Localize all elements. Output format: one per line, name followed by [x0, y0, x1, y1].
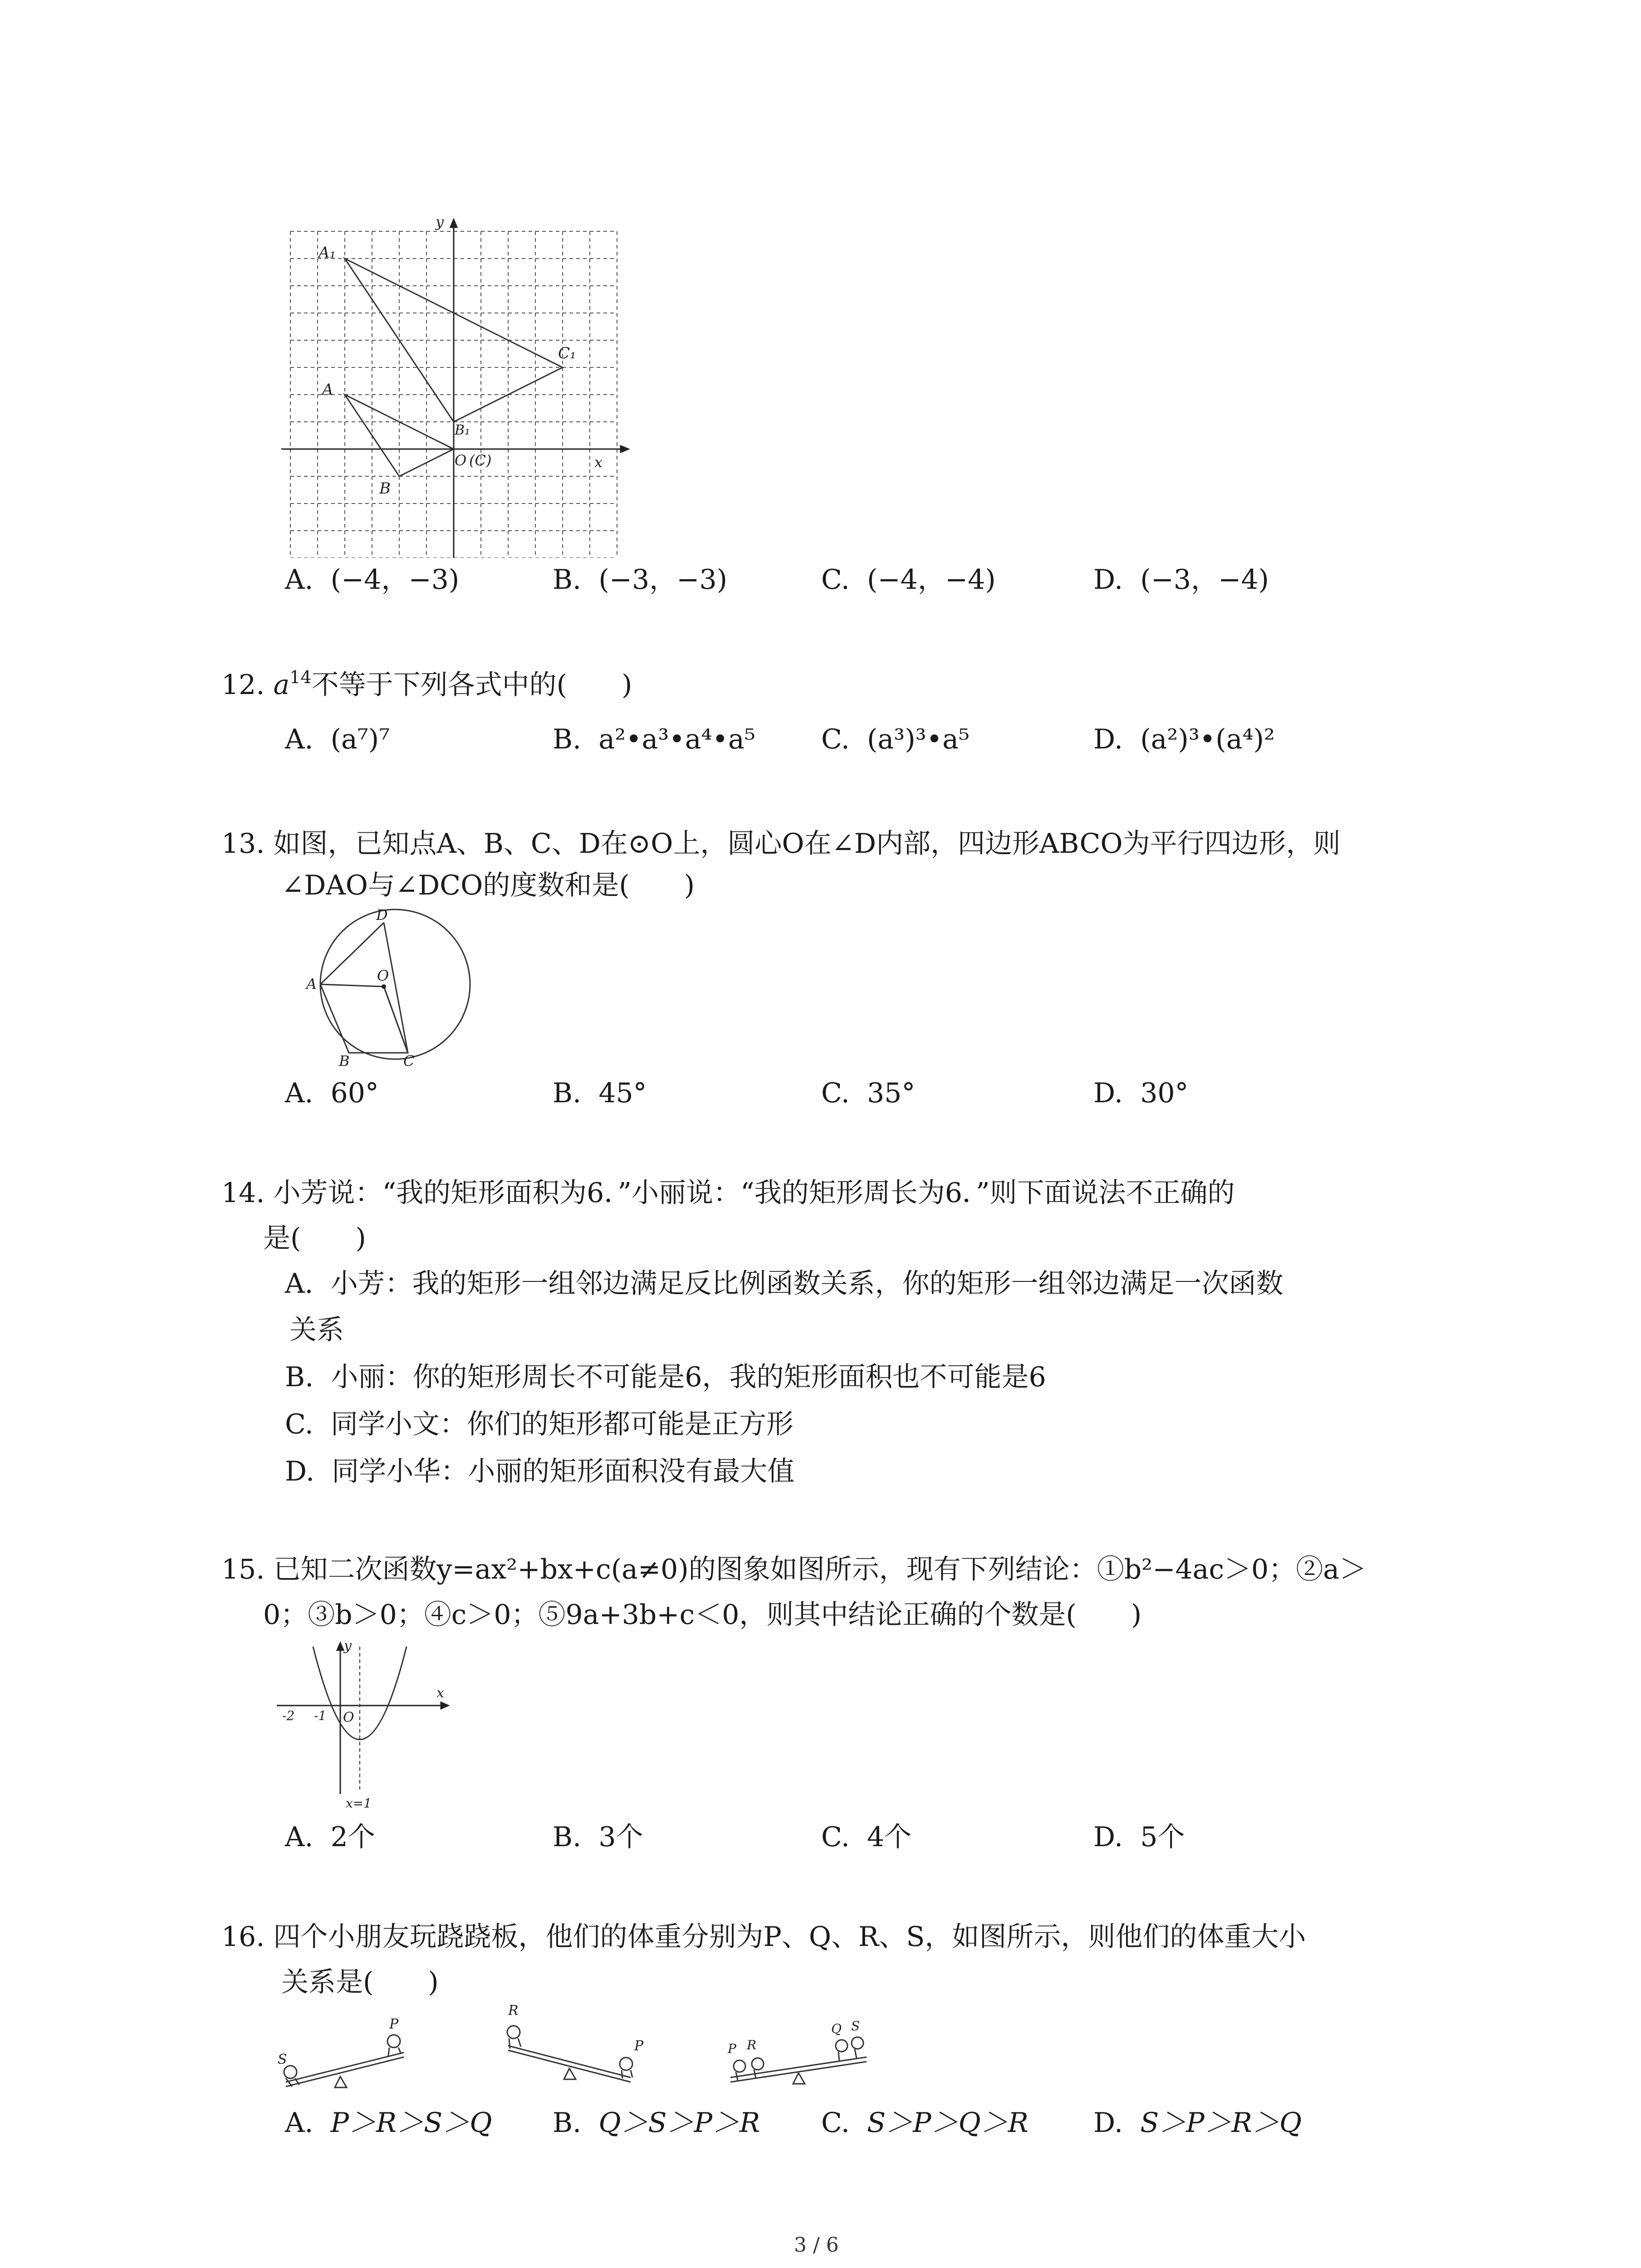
q14-option-b[interactable]: B. 小丽：你的矩形周长不可能是6，我的矩形面积也不可能是6	[285, 1361, 1046, 1393]
q16-stem-line2: 关系是( )	[281, 1966, 439, 1998]
svg-text:B: B	[339, 1052, 350, 1070]
svg-text:P: P	[634, 2038, 644, 2054]
q11-option-a[interactable]: A. (−4，−3)	[285, 564, 460, 596]
q15-option-b[interactable]: B. 3个	[553, 1821, 643, 1853]
svg-text:Q: Q	[831, 2021, 842, 2036]
q14-stem-line1: 14. 小芳说：“我的矩形面积为6．”小丽说：“我的矩形周长为6．”则下面说法不正确的	[221, 1177, 1235, 1209]
q14-option-d[interactable]: D. 同学小华：小丽的矩形面积没有最大值	[285, 1456, 795, 1487]
svg-text:x: x	[436, 1685, 444, 1701]
q16-option-d[interactable]: D. S＞P＞R＞Q	[1093, 2107, 1302, 2139]
q13-stem-line1: 13. 如图，已知点A、B、C、D在⊙O上，圆心O在∠D内部，四边形ABCO为平行四边形，则	[221, 828, 1341, 860]
page-number: 3 / 6	[794, 2234, 839, 2257]
question-number: 15.	[221, 1554, 265, 1585]
svg-text:O: O	[343, 1710, 354, 1725]
question-number: 13.	[221, 828, 265, 860]
q11-coordinate-figure	[277, 213, 635, 558]
q12-stem: 12. $a^{14}$不等于下列各式中的( )	[221, 667, 632, 701]
svg-text:x: x	[594, 454, 603, 471]
q13-circle-figure	[274, 907, 492, 1070]
q16-option-b[interactable]: B. Q＞S＞P＞R	[553, 2107, 760, 2139]
q14-option-c[interactable]: C. 同学小文：你们的矩形都可能是正方形	[285, 1408, 794, 1440]
svg-text:S: S	[851, 2019, 860, 2033]
svg-text:A₁: A₁	[318, 244, 336, 262]
q13-option-b[interactable]: B. 45°	[553, 1077, 647, 1109]
svg-text:R: R	[508, 2003, 519, 2019]
svg-text:P: P	[728, 2041, 736, 2056]
svg-text:y: y	[436, 213, 444, 230]
q15-parabola-figure	[272, 1637, 454, 1819]
q15-stem-line1: 15. 已知二次函数y=ax²+bx+c(a≠0)的图象如图所示，现有下列结论：①b²−4ac＞0；②a＞	[221, 1554, 1367, 1585]
q12-option-a[interactable]: A. (a⁷)⁷	[285, 723, 390, 755]
q16-option-c[interactable]: C. S＞P＞Q＞R	[821, 2107, 1029, 2139]
q16-seesaw-figure	[272, 1996, 885, 2105]
question-number: 14.	[221, 1177, 265, 1209]
svg-text:S: S	[278, 2052, 287, 2068]
q14-option-a[interactable]: A. 小芳：我的矩形一组邻边满足反比例函数关系，你的矩形一组邻边满足一次函数	[285, 1268, 1283, 1300]
svg-text:B: B	[379, 479, 391, 498]
svg-text:R: R	[747, 2038, 757, 2053]
svg-text:B₁: B₁	[455, 422, 470, 438]
q12-option-d[interactable]: D. (a²)³•(a⁴)²	[1093, 723, 1275, 755]
q13-option-c[interactable]: C. 35°	[821, 1077, 916, 1109]
q11-option-d[interactable]: D. (−3，−4)	[1093, 564, 1269, 596]
svg-text:y: y	[344, 1638, 352, 1654]
q16-option-a[interactable]: A. P＞R＞S＞Q	[285, 2107, 492, 2139]
svg-text:C: C	[403, 1052, 415, 1070]
svg-text:P: P	[389, 2016, 399, 2032]
svg-text:-1: -1	[314, 1708, 327, 1723]
q11-option-c[interactable]: C. (−4，−4)	[821, 564, 996, 596]
q13-stem-line2: ∠DAO与∠DCO的度数和是( )	[281, 870, 695, 901]
svg-text:(C): (C)	[469, 452, 492, 469]
svg-text:x=1: x=1	[346, 1796, 372, 1811]
question-number: 12.	[221, 669, 265, 701]
svg-text:A: A	[306, 975, 317, 992]
svg-text:O: O	[377, 967, 389, 984]
svg-text:-2: -2	[282, 1708, 295, 1723]
q12-option-c[interactable]: C. (a³)³•a⁵	[821, 723, 970, 755]
q15-option-d[interactable]: D. 5个	[1093, 1821, 1185, 1853]
q12-option-b[interactable]: B. a²•a³•a⁴•a⁵	[553, 723, 755, 755]
q16-stem-line1: 16. 四个小朋友玩跷跷板，他们的体重分别为P、Q、R、S，如图所示，则他们的体重大小	[221, 1921, 1306, 1953]
q13-option-d[interactable]: D. 30°	[1093, 1077, 1189, 1109]
question-number: 16.	[221, 1921, 265, 1953]
q15-option-a[interactable]: A. 2个	[285, 1821, 375, 1853]
q11-option-b[interactable]: B. (−3，−3)	[553, 564, 728, 596]
svg-text:C₁: C₁	[558, 344, 576, 362]
svg-text:D: D	[376, 907, 388, 924]
q14-stem-line2: 是( )	[263, 1222, 366, 1254]
q14-option-a-continued: 关系	[289, 1314, 344, 1346]
q15-stem-line2: 0；③b＞0；④c＞0；⑤9a+3b+c＜0，则其中结论正确的个数是( )	[263, 1599, 1142, 1631]
svg-text:O: O	[455, 452, 467, 469]
svg-text:A: A	[322, 381, 333, 399]
q13-option-a[interactable]: A. 60°	[285, 1077, 379, 1109]
q15-option-c[interactable]: C. 4个	[821, 1821, 912, 1853]
